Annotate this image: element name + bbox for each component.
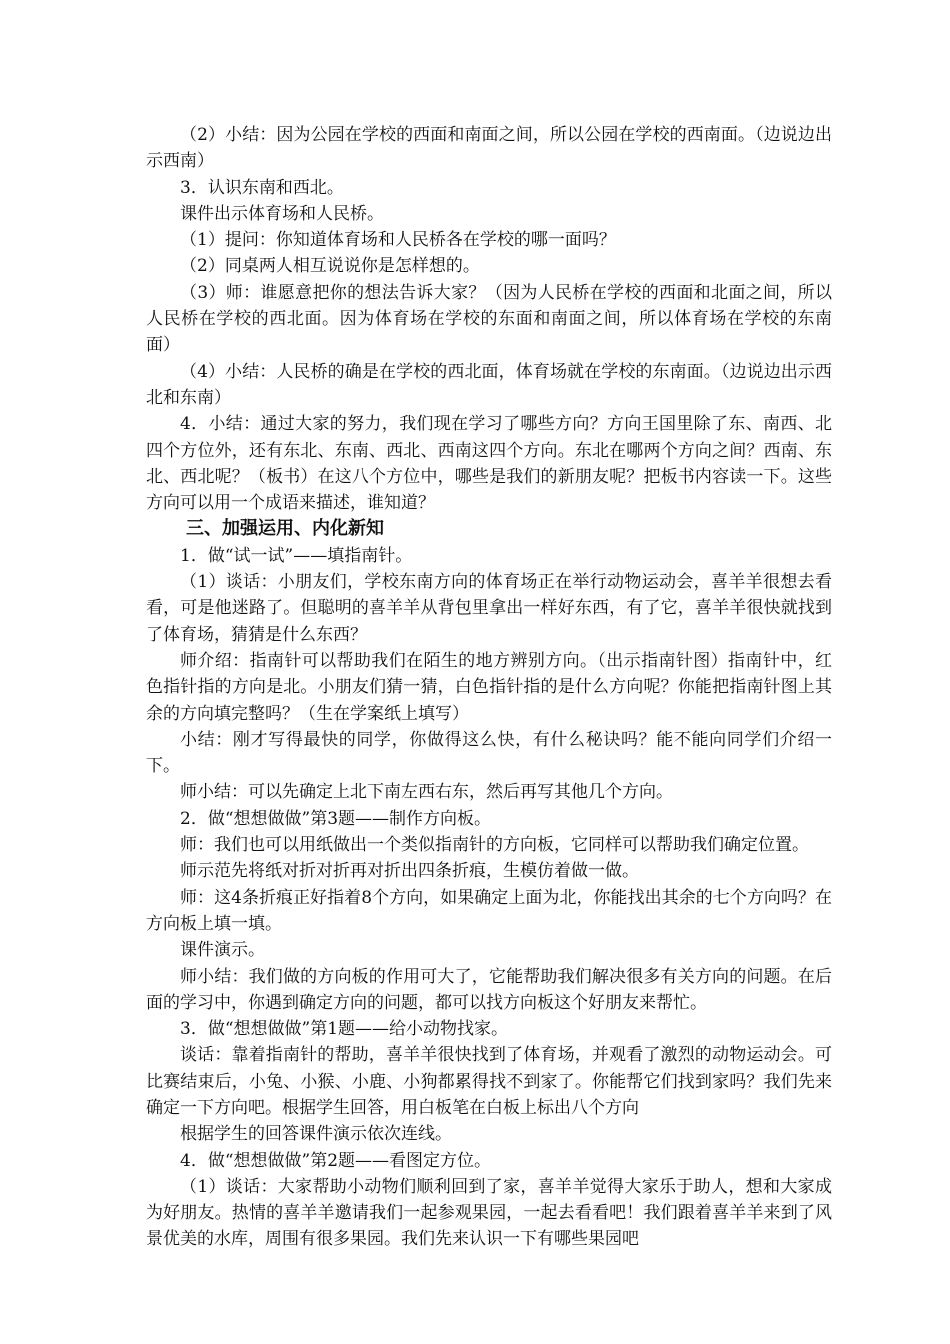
paragraph: 2．做“想想做做”第3题——制作方向板。 xyxy=(180,808,492,829)
paragraph: 课件演示。 xyxy=(180,940,265,961)
paragraph: （1）提问：你知道体育场和人民桥各在学校的哪一面吗？ xyxy=(180,230,616,251)
paragraph: 师：我们也可以用纸做出一个类似指南针的方向板，它同样可以帮助我们确定位置。 xyxy=(180,835,809,856)
paragraph: 3．认识东南和西北。 xyxy=(180,177,344,198)
paragraph: 谈话：靠着指南针的帮助，喜羊羊很快找到了体育场，并观看了激烈的动物运动会。可比赛结束后，小兔、小猴、小鹿、小狗都累得找不到家了。你能帮它们找到家吗？我们先来确定一下方向吧。根据学生回答，用白板笔在白板上标出八个方向 xyxy=(146,1045,832,1118)
paragraph: （4）小结：人民桥的确是在学校的西北面，体育场就在学校的东南面。（边说边出示西北和东南） xyxy=(146,361,832,408)
paragraph: （3）师：谁愿意把你的想法告诉大家？（因为人民桥在学校的西面和北面之间，所以人民桥在学校的西北面。因为体育场在学校的东面和南面之间，所以体育场在学校的东南面） xyxy=(146,282,832,356)
paragraph: （2）同桌两人相互说说你是怎样想的。 xyxy=(180,256,480,277)
paragraph: 师小结：可以先确定上北下南左西右东，然后再写其他几个方向。 xyxy=(180,782,673,803)
paragraph: 1．做“试一试”——填指南针。 xyxy=(180,545,413,566)
paragraph: 师介绍：指南针可以帮助我们在陌生的地方辨别方向。（出示指南针图）指南针中，红色指针指的方向是北。小朋友们猜一猜，白色指针指的是什么方向呢？你能把指南针图上其余的方向填完整吗？（生在学案纸上填写） xyxy=(146,650,832,724)
paragraph: 课件出示体育场和人民桥。 xyxy=(180,203,384,224)
paragraph: （1）谈话：大家帮助小动物们顺利回到了家，喜羊羊觉得大家乐于助人，想和大家成为好朋友。热情的喜羊羊邀请我们一起参观果园，一起去看看吧！我们跟着喜羊羊来到了风景优美的水库，周围有很多果园。我们先来认识一下有哪些果园吧 xyxy=(146,1176,832,1250)
paragraph: 师小结：我们做的方向板的作用可大了，它能帮助我们解决很多有关方向的问题。在后面的学习中，你遇到确定方向的问题，都可以找方向板这个好朋友来帮忙。 xyxy=(146,966,832,1013)
document-body xyxy=(146,122,832,1253)
paragraph: 根据学生的回答课件演示依次连线。 xyxy=(180,1124,452,1145)
paragraph: 4．做“想想做做”第2题——看图定方位。 xyxy=(180,1150,492,1171)
paragraph: 师：这4条折痕正好指着8个方向，如果确定上面为北，你能找出其余的七个方向吗？在方向板上填一填。 xyxy=(146,887,832,934)
paragraph: 小结：刚才写得最快的同学，你做得这么快，有什么秘诀吗？能不能向同学们介绍一下。 xyxy=(146,729,832,777)
paragraph: （1）谈话：小朋友们，学校东南方向的体育场正在举行动物运动会，喜羊羊很想去看看，可是他迷路了。但聪明的喜羊羊从背包里拿出一样好东西，有了它，喜羊羊很快就找到了体育场，猜猜是什么东西？ xyxy=(146,572,832,645)
paragraph: 师示范先将纸对折对折再对折出四条折痕，生模仿着做一做。 xyxy=(180,861,639,882)
paragraph: 4．小结：通过大家的努力，我们现在学习了哪些方向？方向王国里除了东、南西、北四个方位外，还有东北、东南、西北、西南这四个方向。东北在哪两个方向之间？西南、东北、西北呢？（板书）在这八个方位中，哪些是我们的新朋友呢？把板书内容读一下。这些方向可以用一个成语来描述，谁知道？ xyxy=(146,414,832,514)
paragraph: 3．做“想想做做”第1题——给小动物找家。 xyxy=(180,1019,509,1040)
section-heading: 三、加强运用、内化新知 xyxy=(186,518,384,540)
paragraph: （2）小结：因为公园在学校的西面和南面之间，所以公园在学校的西南面。（边说边出示西南） xyxy=(146,125,832,172)
